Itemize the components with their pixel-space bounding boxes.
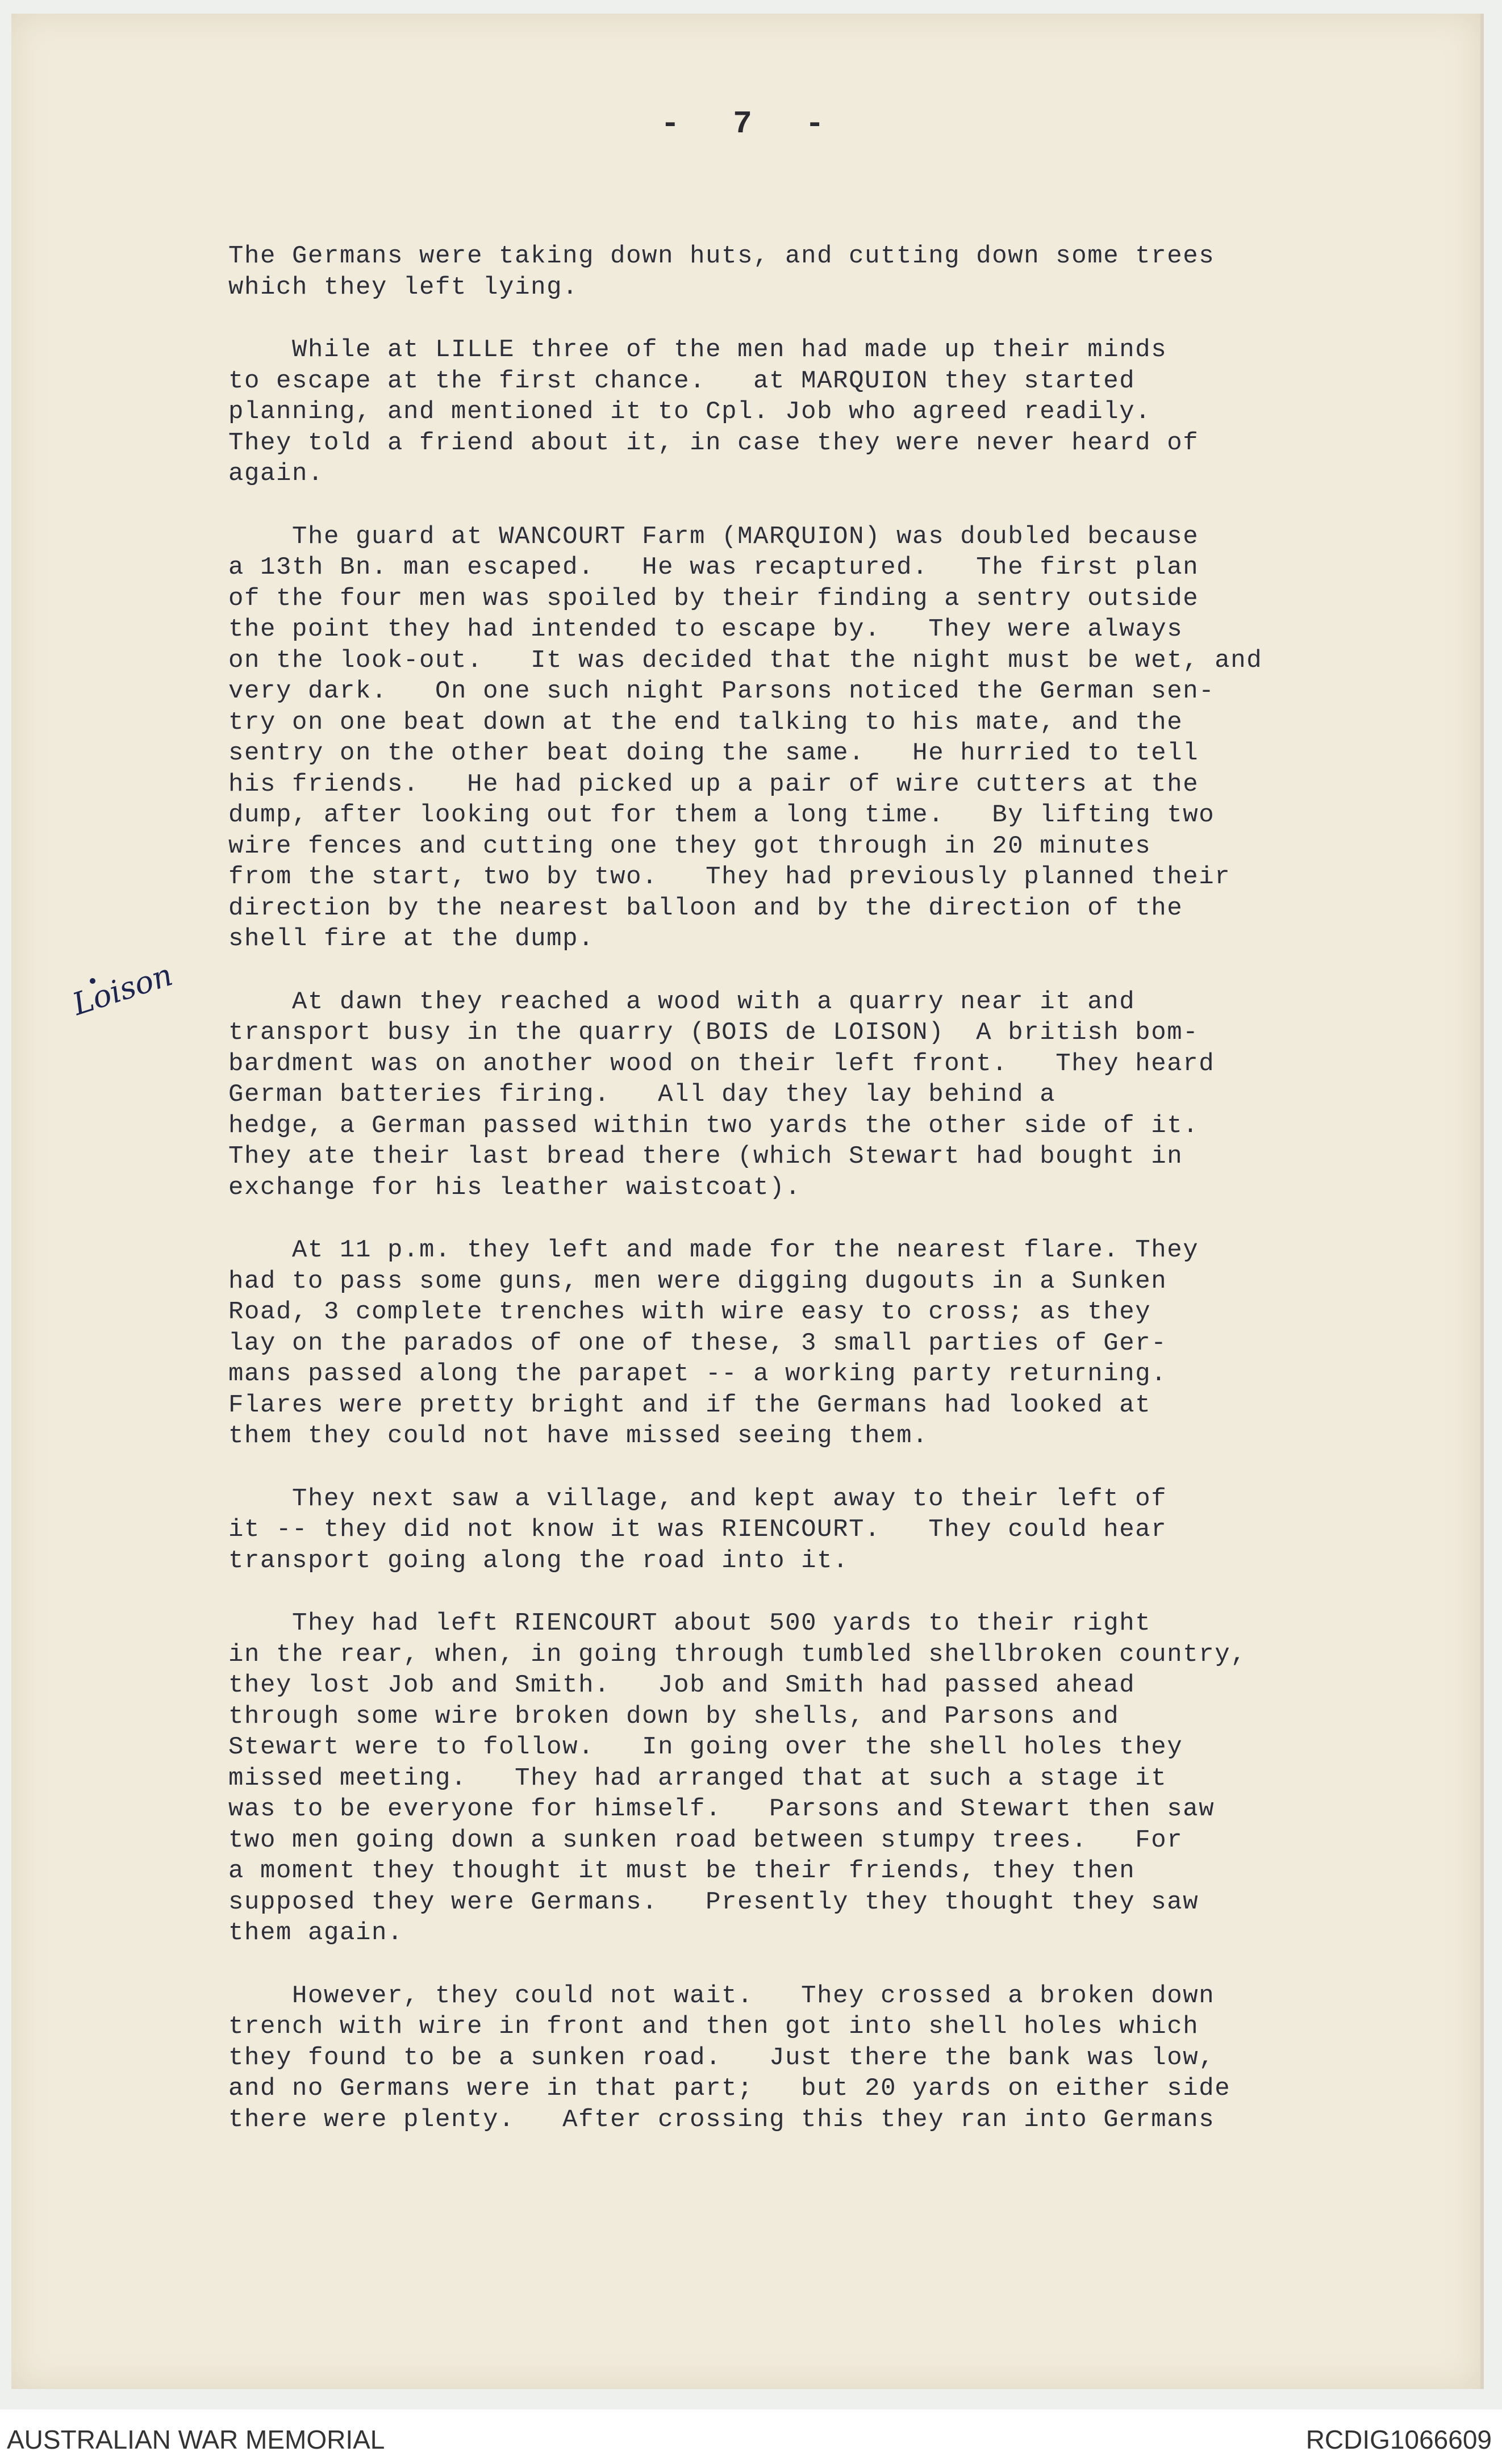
text-line: was to be everyone for himself. Parsons and Stewart then saw xyxy=(228,1795,1215,1823)
text-line: The Germans were taking down huts, and cutting down some trees xyxy=(228,242,1215,270)
page-number: - 7 - xyxy=(660,106,842,142)
paragraph xyxy=(228,987,1404,1204)
text-line: wire fences and cutting one they got through in 20 minutes xyxy=(228,832,1151,861)
paragraph xyxy=(228,1981,1404,2136)
text-line: them again. xyxy=(228,1919,404,1947)
text-line: The guard at WANCOURT Farm (MARQUION) was doubled because xyxy=(228,522,1199,551)
text-line: sentry on the other beat doing the same. He hurried to tell xyxy=(228,739,1199,767)
text-line: a 13th Bn. man escaped. He was recaptured. The first plan xyxy=(228,553,1199,582)
text-line: exchange for his leather waistcoat). xyxy=(228,1173,802,1202)
text-line: They ate their last bread there (which Stewart had bought in xyxy=(228,1142,1183,1171)
text-line: two men going down a sunken road between stumpy trees. For xyxy=(228,1826,1183,1855)
typewritten-body xyxy=(228,241,1404,2167)
paragraph xyxy=(228,1484,1404,1577)
text-line: However, they could not wait. They crossed a broken down xyxy=(228,1981,1215,2010)
text-line: dump, after looking out for them a long time. By lifting two xyxy=(228,801,1215,829)
paragraph xyxy=(228,335,1404,490)
text-line: They told a friend about it, in case they were never heard of xyxy=(228,428,1199,457)
text-line: through some wire broken down by shells, and Parsons and xyxy=(228,1702,1120,1731)
text-line: his friends. He had picked up a pair of wire cutters at the xyxy=(228,770,1199,799)
footer xyxy=(0,2414,1502,2464)
text-line: a moment they thought it must be their friends, they then xyxy=(228,1857,1136,1885)
text-line: Flares were pretty bright and if the Germans had looked at xyxy=(228,1390,1151,1419)
text-line: from the start, two by two. They had previously planned their xyxy=(228,863,1231,891)
paragraph xyxy=(228,241,1404,303)
text-line: hedge, a German passed within two yards the other side of it. xyxy=(228,1111,1199,1140)
text-line: it -- they did not know it was RIENCOURT. They could hear xyxy=(228,1515,1167,1544)
text-line: there were plenty. After crossing this they ran into Germans xyxy=(228,2105,1215,2134)
text-line: the point they had intended to escape by. They were always xyxy=(228,615,1183,644)
footer-source-label: AUSTRALIAN WAR MEMORIAL xyxy=(7,2425,385,2454)
text-line: had to pass some guns, men were digging dugouts in a Sunken xyxy=(228,1267,1167,1296)
text-line: trench with wire in front and then got into shell holes which xyxy=(228,2012,1199,2041)
text-line: shell fire at the dump. xyxy=(228,925,595,953)
text-line: of the four men was spoiled by their finding a sentry outside xyxy=(228,584,1199,613)
text-line: again. xyxy=(228,460,324,488)
text-line: At 11 p.m. they left and made for the nearest flare. They xyxy=(228,1236,1199,1264)
paragraph xyxy=(228,1608,1404,1949)
text-line: they found to be a sunken road. Just there the bank was low, xyxy=(228,2043,1215,2072)
text-line: German batteries firing. All day they lay behind a xyxy=(228,1080,1056,1109)
footer-record-id: RCDIG1066609 xyxy=(1305,2425,1492,2454)
text-line: supposed they were Germans. Presently they thought they saw xyxy=(228,1887,1199,1916)
text-line: transport busy in the quarry (BOIS de LOISON) A british bom- xyxy=(228,1018,1199,1047)
text-line: in the rear, when, in going through tumbled shellbroken country, xyxy=(228,1640,1247,1669)
text-line: mans passed along the parapet -- a working party returning. xyxy=(228,1360,1167,1388)
margin-annotation: Loison xyxy=(68,957,177,1022)
text-line: and no Germans were in that part; but 20 yards on either side xyxy=(228,2074,1231,2103)
text-line: transport going along the road into it. xyxy=(228,1546,849,1575)
paragraph xyxy=(228,1235,1404,1452)
text-line: very dark. On one such night Parsons noticed the German sen- xyxy=(228,677,1215,705)
text-line: While at LILLE three of the men had made up their minds xyxy=(228,336,1167,364)
text-line: try on one beat down at the end talking to his mate, and the xyxy=(228,708,1183,737)
text-line: They had left RIENCOURT about 500 yards to their right xyxy=(228,1609,1151,1638)
text-line: bardment was on another wood on their left front. They heard xyxy=(228,1049,1215,1078)
text-line: lay on the parados of one of these, 3 small parties of Ger- xyxy=(228,1329,1167,1358)
text-line: planning, and mentioned it to Cpl. Job who agreed readily. xyxy=(228,398,1151,426)
paragraph xyxy=(228,521,1404,955)
text-line: which they left lying. xyxy=(228,273,579,302)
text-line: At dawn they reached a wood with a quarry near it and xyxy=(228,987,1136,1016)
text-line: missed meeting. They had arranged that at such a stage it xyxy=(228,1764,1167,1793)
text-line: Road, 3 complete trenches with wire easy to cross; as they xyxy=(228,1298,1151,1326)
text-line: They next saw a village, and kept away to their left of xyxy=(228,1484,1167,1513)
text-line: to escape at the first chance. at MARQUION they started xyxy=(228,366,1136,395)
text-line: direction by the nearest balloon and by the direction of the xyxy=(228,893,1183,922)
text-line: on the look-out. It was decided that the night must be wet, and xyxy=(228,646,1263,675)
text-line: them they could not have missed seeing them. xyxy=(228,1422,929,1450)
text-line: they lost Job and Smith. Job and Smith had passed ahead xyxy=(228,1671,1136,1699)
text-line: Stewart were to follow. In going over the shell holes they xyxy=(228,1733,1183,1761)
